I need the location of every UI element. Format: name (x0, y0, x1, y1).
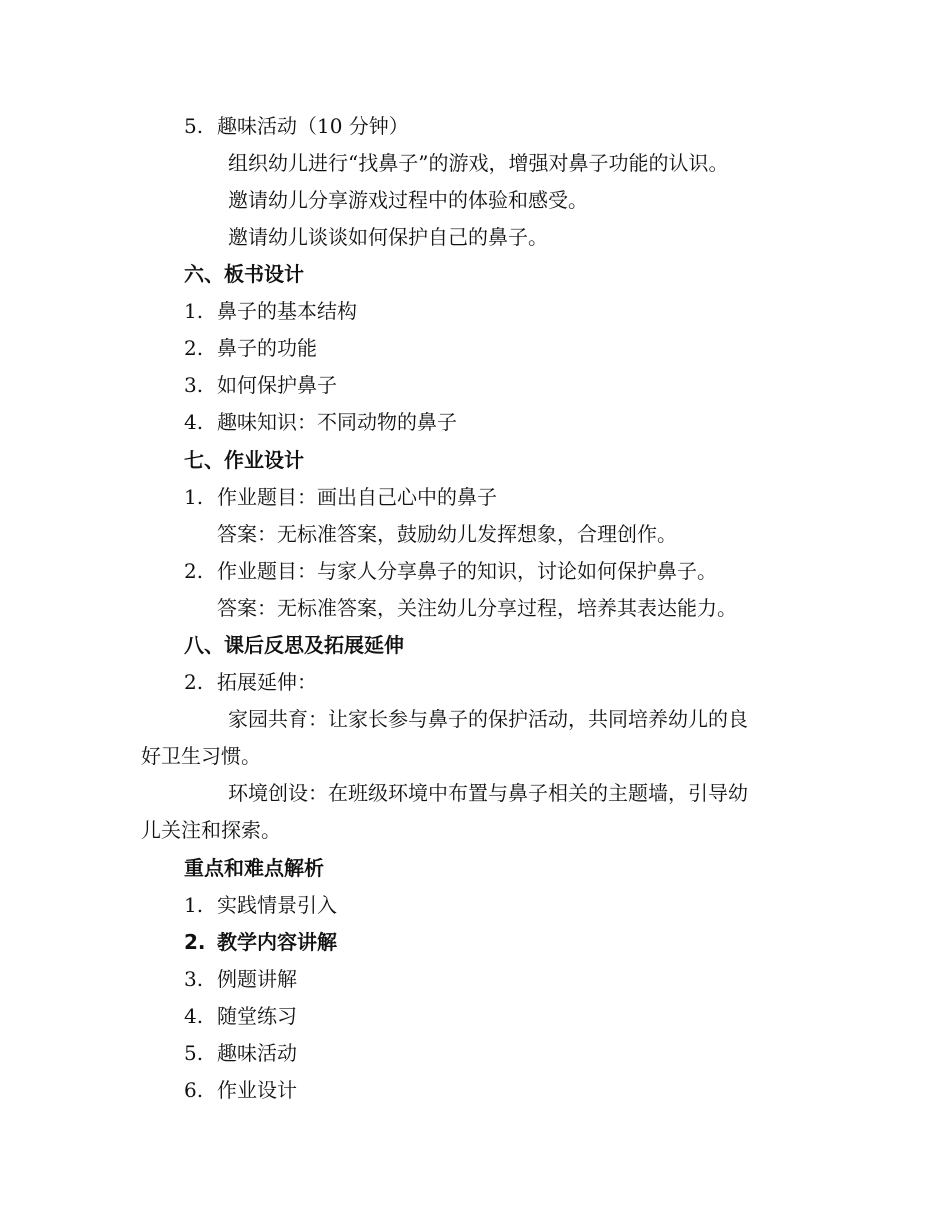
list-item (184, 1039, 297, 1067)
item-number: 2. (184, 559, 204, 583)
section-heading: 八、课后反思及拓展延伸 (184, 633, 404, 657)
list-item (184, 1076, 297, 1104)
paragraph: 邀请幼儿分享游戏过程中的体验和感受。 (228, 188, 588, 212)
section-heading: 六、板书设计 (184, 262, 304, 286)
item-number: 3. (184, 967, 204, 991)
item-number: 4. (184, 1004, 204, 1028)
paragraph-continuation: 儿关注和探索。 (141, 818, 281, 842)
item-text: 趣味知识：不同动物的鼻子 (217, 410, 457, 434)
item-text: 如何保护鼻子 (217, 373, 337, 397)
paragraph: 邀请幼儿谈谈如何保护自己的鼻子。 (228, 225, 548, 249)
answer-text: 答案：无标准答案，鼓励幼儿发挥想象，合理创作。 (217, 522, 677, 546)
item-number: 1. (184, 299, 204, 323)
list-item (184, 371, 337, 399)
list-item (184, 334, 317, 362)
item-text: 实践情景引入 (217, 893, 337, 917)
item-number: 3. (184, 373, 204, 397)
item-number: 1. (184, 893, 204, 917)
list-item (184, 1002, 297, 1030)
item-text: 拓展延伸： (217, 670, 317, 694)
item-text: 作业设计 (217, 1078, 297, 1102)
list-item (184, 557, 717, 585)
item-number: 2. (184, 336, 204, 360)
list-item (184, 891, 337, 919)
item-text: 作业题目：画出自己心中的鼻子 (217, 485, 497, 509)
item-text: 鼻子的功能 (217, 336, 317, 360)
item-number: 4. (184, 410, 204, 434)
item-number: 2. (184, 930, 206, 954)
list-item (184, 112, 409, 140)
list-item (184, 297, 357, 325)
paragraph: 组织幼儿进行“找鼻子”的游戏，增强对鼻子功能的认识。 (228, 151, 729, 175)
item-text: 随堂练习 (217, 1004, 297, 1028)
item-text: 作业题目：与家人分享鼻子的知识，讨论如何保护鼻子。 (217, 559, 717, 583)
paragraph: 家园共育：让家长参与鼻子的保护活动，共同培养幼儿的良 (228, 707, 748, 731)
item-number: 5. (184, 114, 204, 138)
list-item (184, 928, 337, 956)
section-heading: 重点和难点解析 (184, 856, 324, 880)
item-text: 鼻子的基本结构 (217, 299, 357, 323)
paragraph-continuation: 好卫生习惯。 (141, 744, 261, 768)
item-number: 5. (184, 1041, 204, 1065)
section-heading: 七、作业设计 (184, 448, 304, 472)
list-item (184, 668, 317, 696)
item-number: 1. (184, 485, 204, 509)
list-item (184, 483, 497, 511)
item-text: 例题讲解 (217, 967, 297, 991)
answer-text: 答案：无标准答案，关注幼儿分享过程，培养其表达能力。 (217, 596, 737, 620)
item-number: 2. (184, 670, 204, 694)
item-text: 趣味活动（10 分钟） (217, 114, 409, 138)
item-text: 教学内容讲解 (217, 930, 337, 954)
item-number: 6. (184, 1078, 204, 1102)
paragraph: 环境创设：在班级环境中布置与鼻子相关的主题墙，引导幼 (228, 781, 748, 805)
list-item (184, 408, 457, 436)
list-item (184, 965, 297, 993)
item-text: 趣味活动 (217, 1041, 297, 1065)
